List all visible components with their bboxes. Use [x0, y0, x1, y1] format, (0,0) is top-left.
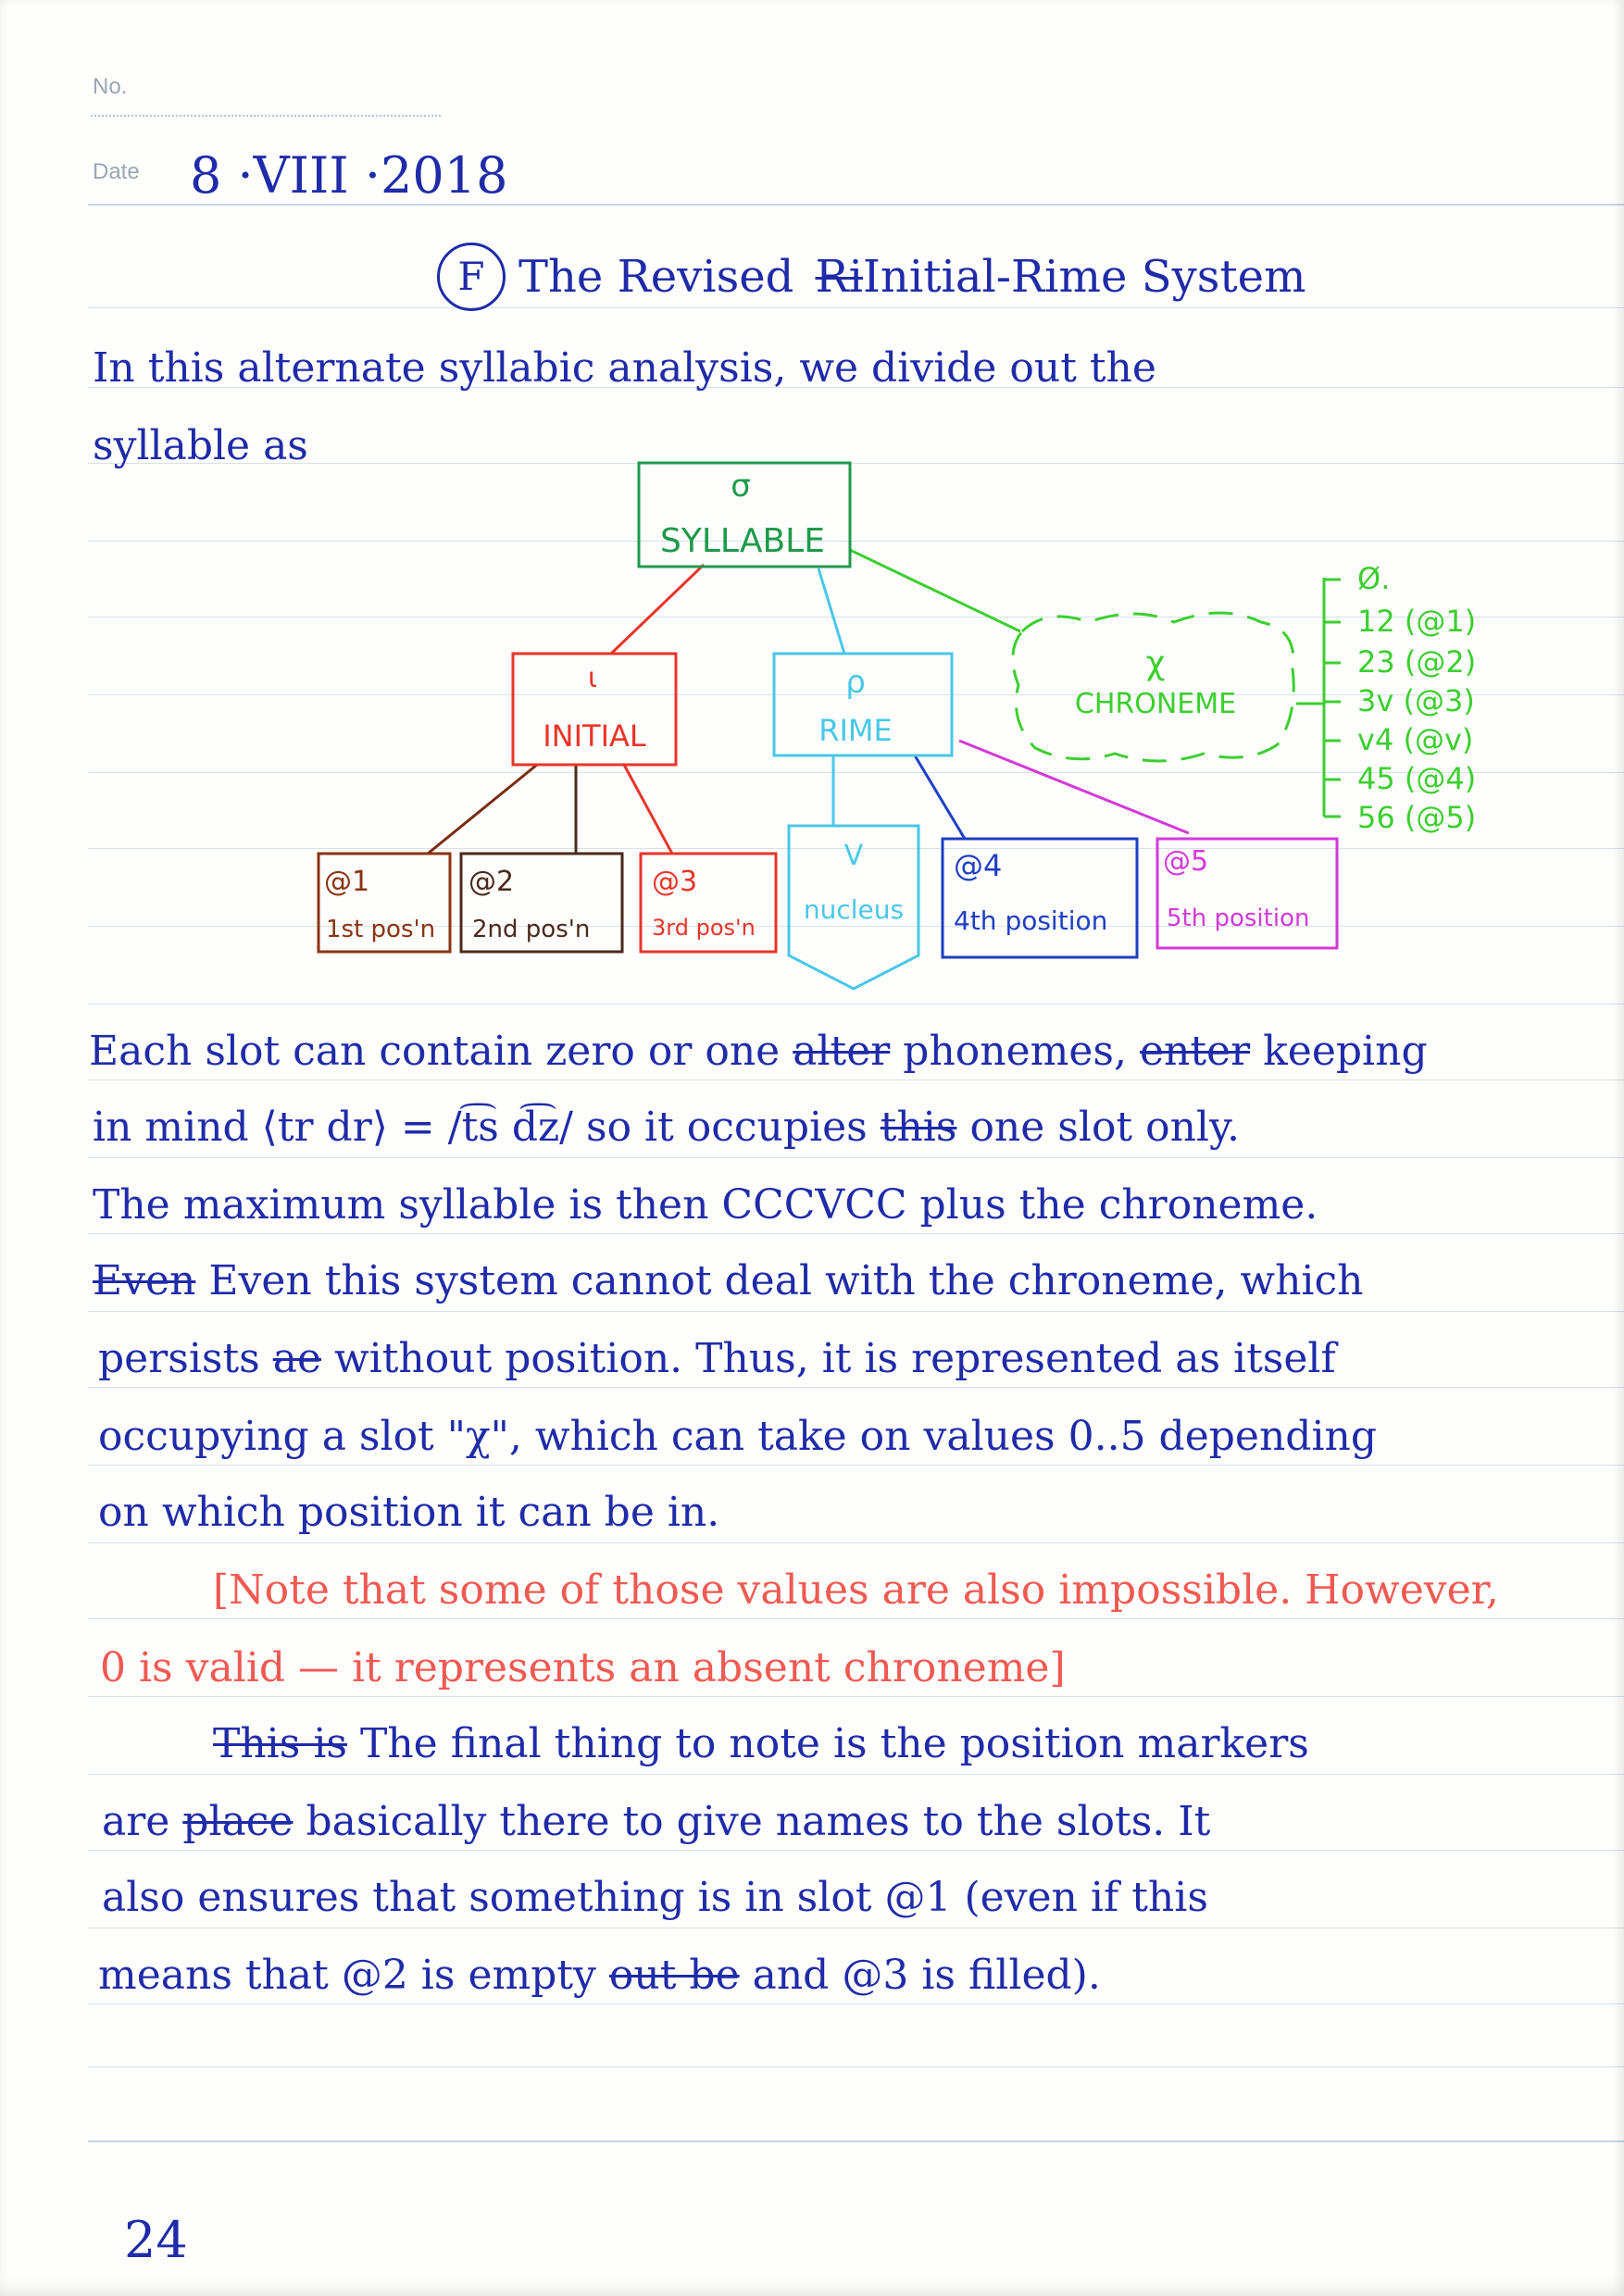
- chroneme-symbol: χ: [1145, 644, 1166, 682]
- slot-tag-5: @5: [1163, 845, 1209, 878]
- slot-label-5: 5th position: [1167, 905, 1310, 932]
- chroneme-label: CHRONEME: [1074, 688, 1237, 720]
- body-line-7: on which position it can be in.: [98, 1489, 720, 1536]
- edge-rime-slot5: [959, 741, 1189, 833]
- body-line-10: also ensures that something is in slot @1 (even if this: [102, 1874, 1208, 1921]
- edge-syllable-initial: [611, 565, 704, 654]
- slot-tag-4: @4: [954, 848, 1003, 883]
- body-line-8: This is The final thing to note is the position markers: [213, 1720, 1309, 1767]
- initial-symbol: ι: [587, 662, 598, 694]
- initial-label: INITIAL: [543, 718, 646, 754]
- edge-initial-slot1: [428, 765, 537, 854]
- chroneme-value: 12 (@1): [1357, 604, 1477, 639]
- note-line-1: [Note that some of those values are also impossible. However,: [213, 1566, 1499, 1614]
- slot-tag-nucleus: V: [843, 840, 864, 872]
- chroneme-value: Ø.: [1357, 561, 1391, 596]
- date-label: Date: [93, 159, 140, 184]
- ruled-line: [88, 1157, 1624, 1158]
- title-strikethrough: Ri: [815, 251, 863, 303]
- edge-syllable-rime: [818, 568, 844, 654]
- ruled-line: [88, 1542, 1624, 1543]
- body-line-4: Even Even this system cannot deal with the chroneme, which: [93, 1257, 1364, 1304]
- edge-rime-slot4: [915, 755, 965, 839]
- ruled-line: [88, 1387, 1624, 1388]
- ruled-line: [88, 1465, 1624, 1466]
- slot-label-3: 3rd pos'n: [652, 915, 756, 941]
- ruled-line: [88, 1850, 1624, 1851]
- section-marker: F: [437, 243, 506, 311]
- strikethrough-word: Even: [93, 1257, 196, 1304]
- chroneme-value: 56 (@5): [1357, 800, 1477, 835]
- date-value: 8 ·VIII ·2018: [190, 146, 508, 205]
- body-line-6: occupying a slot "χ", which can take on values 0..5 depending: [98, 1413, 1378, 1460]
- note-line-2: 0 is valid — it represents an absent chroneme]: [100, 1644, 1066, 1691]
- ruled-line: [88, 1618, 1624, 1619]
- rime-label: RIME: [818, 713, 893, 748]
- chroneme-value: v4 (@v): [1357, 722, 1474, 757]
- edge-syllable-chroneme: [850, 550, 1020, 631]
- slot-tag-1: @1: [324, 866, 370, 898]
- chroneme-value: 3v (@3): [1357, 683, 1475, 718]
- slot-tag-3: @3: [652, 866, 698, 898]
- strikethrough-word: this: [880, 1104, 957, 1151]
- intro-line-2: syllable as: [93, 422, 308, 469]
- ruled-line: [88, 1696, 1624, 1697]
- edge-initial-slot3: [624, 765, 672, 854]
- syllable-label: SYLLABLE: [660, 522, 825, 560]
- strikethrough-word: place: [182, 1798, 294, 1845]
- ruled-line: [88, 2066, 1624, 2067]
- ruled-line: [88, 1079, 1624, 1080]
- syllable-tree-diagram: [0, 0, 1624, 1037]
- ruled-line: [88, 1774, 1624, 1775]
- syllable-symbol: σ: [731, 468, 751, 505]
- ruled-line: [88, 2003, 1624, 2004]
- strikethrough-word: ae: [272, 1335, 322, 1382]
- no-label: No.: [93, 74, 128, 99]
- slot-tag-2: @2: [468, 866, 515, 898]
- intro-line-1: In this alternate syllabic analysis, we divide out the: [93, 344, 1156, 392]
- strikethrough-word: enter: [1139, 1028, 1251, 1075]
- body-line-1: Each slot can contain zero or one alter phonemes, enter keeping: [89, 1028, 1428, 1075]
- strikethrough-word: This is: [213, 1720, 347, 1767]
- body-line-3: The maximum syllable is then CCCVCC plus the chroneme.: [93, 1181, 1318, 1229]
- rime-symbol: ρ: [845, 664, 866, 701]
- chroneme-value: 45 (@4): [1357, 761, 1477, 796]
- body-line-2: in mind ⟨tr dr⟩ = /t͡s d͡z/ so it occupies this one slot only.: [93, 1104, 1241, 1151]
- ruled-line: [88, 1311, 1624, 1312]
- title-word1: The Revised: [518, 251, 794, 303]
- ruled-line: [88, 1233, 1624, 1234]
- slot-label-1: 1st pos'n: [326, 916, 436, 943]
- body-line-5: persists ae without position. Thus, it is represented as itself: [98, 1335, 1336, 1382]
- body-line-9: are place basically there to give names to the slots. It: [102, 1798, 1211, 1845]
- strikethrough-word: out be: [608, 1952, 740, 1999]
- slot-label-4: 4th position: [954, 905, 1108, 936]
- body-line-11: means that @2 is empty out be and @3 is filled).: [98, 1952, 1101, 1999]
- ruled-line: [88, 2140, 1624, 2142]
- chroneme-value: 23 (@2): [1357, 644, 1477, 680]
- slot-label-2: 2nd pos'n: [472, 916, 591, 943]
- slot-label-nucleus: nucleus: [803, 894, 905, 925]
- strikethrough-word: alter: [793, 1028, 891, 1075]
- chroneme-node-cloud: [1013, 613, 1293, 761]
- title-word2: Initial-Rime System: [862, 251, 1306, 303]
- page-number: 24: [124, 2211, 188, 2269]
